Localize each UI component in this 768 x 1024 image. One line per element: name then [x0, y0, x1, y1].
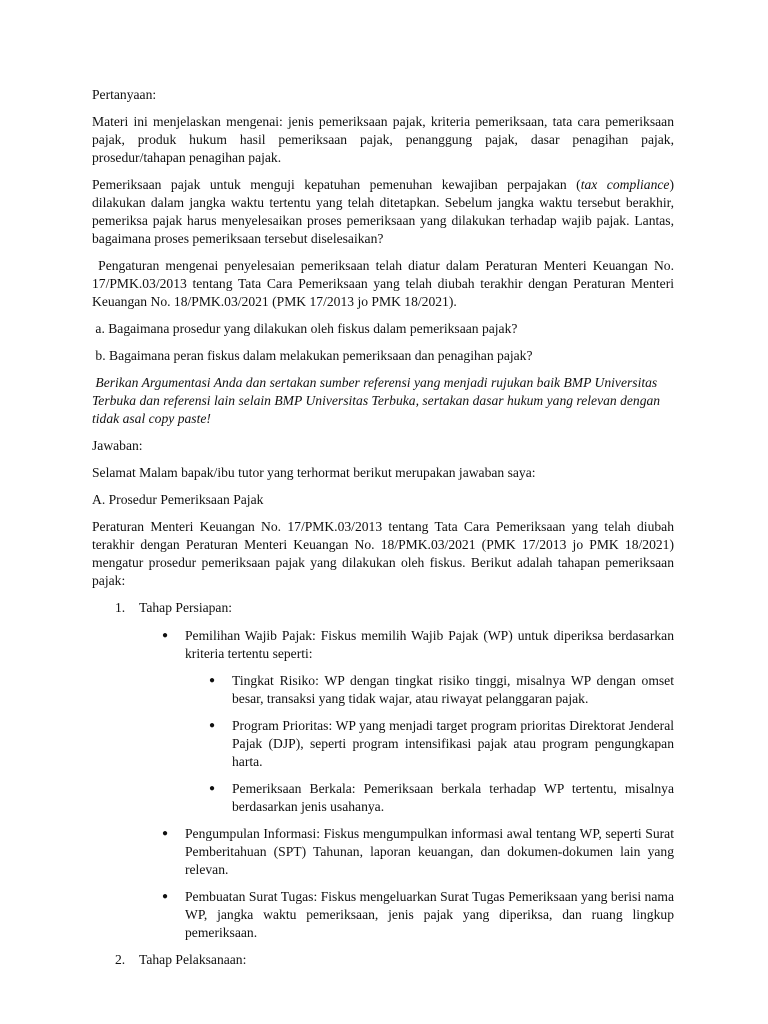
- section-a-heading: A. Prosedur Pemeriksaan Pajak: [92, 492, 264, 507]
- step-2-title: Tahap Pelaksanaan:: [139, 952, 247, 967]
- question-b: b. Bagaimana peran fiskus dalam melakukan pemeriksaan dan penagihan pajak?: [92, 348, 533, 363]
- bullet-text-assignment-letter: Pembuatan Surat Tugas: Fiskus mengeluarkan Surat Tugas Pemeriksaan yang berisi nama WP, jangka waktu pemeriksaan, jenis pajak yang diperiksa, dan ruang lingkup pemeriksaan.: [185, 889, 674, 940]
- list-item: [92, 888, 674, 942]
- bullet-icon: ●: [209, 720, 216, 731]
- step-1: [92, 599, 674, 617]
- question-a: a. Bagaimana prosedur yang dilakukan oleh fiskus dalam pemeriksaan pajak?: [92, 321, 518, 336]
- regulation-paragraph: Pengaturan mengenai penyelesaian pemeriksaan telah diatur dalam Peraturan Menteri Keuangan No. 17/PMK.03/2013 tentang Tata Cara Pemeriksaan yang telah diubah terakhir dengan Peraturan Menteri Keuangan No. 18/PMK.03/2021 (PMK 17/2013 jo PMK 18/2021).: [92, 258, 678, 309]
- bullet-icon: ●: [162, 828, 169, 839]
- step-1-bullets: [92, 627, 674, 942]
- answer-label: Jawaban:: [92, 438, 143, 453]
- bullet-text-information-gathering: Pengumpulan Informasi: Fiskus mengumpulkan informasi awal tentang WP, seperti Surat Pemberitahuan (SPT) Tahunan, laporan keuangan, dan dokumen-dokumen lain yang relevan.: [185, 826, 674, 877]
- list-item: [92, 825, 674, 879]
- bullet-icon: ●: [162, 630, 169, 641]
- selection-criteria-list: [92, 672, 674, 816]
- compliance-text-end: ) dilakukan dalam jangka waktu tertentu yang telah ditetapkan. Sebelum jangka waktu tersebut berakhir, pemeriksa pajak harus menyelesaikan proses pemeriksaan yang dilakukan terhadap wajib pajak. Lantas, bagaimana proses pemeriksaan tersebut diselesaikan?: [92, 177, 674, 246]
- bullet-text-periodic-audit: Pemeriksaan Berkala: Pemeriksaan berkala terhadap WP tertentu, misalnya berdasarkan jenis usahanya.: [232, 781, 674, 814]
- step-2-number: 2.: [115, 952, 126, 967]
- greeting-paragraph: Selamat Malam bapak/ibu tutor yang terhormat berikut merupakan jawaban saya:: [92, 465, 536, 480]
- instruction-paragraph: Berikan Argumentasi Anda dan sertakan sumber referensi yang menjadi rujukan baik BMP Universitas Terbuka dan referensi lain selain BMP Universitas Terbuka, sertakan dasar hukum yang relevan dengan tidak asal copy paste!: [92, 375, 664, 426]
- list-item: [92, 627, 674, 816]
- compliance-term: tax compliance: [580, 177, 670, 192]
- list-item: [92, 717, 674, 771]
- step-1-title: Tahap Persiapan:: [139, 600, 233, 615]
- intro-paragraph: Materi ini menjelaskan mengenai: jenis pemeriksaan pajak, kriteria pemeriksaan, tata cara pemeriksaan pajak, produk hukum hasil pemeriksaan pajak, penanggung pajak, dasar penagihan pajak, prosedur/tahapan penagihan pajak.: [92, 114, 674, 165]
- bullet-icon: ●: [162, 891, 169, 902]
- step-2: [92, 951, 674, 969]
- question-label: Pertanyaan:: [92, 87, 157, 102]
- bullet-text-taxpayer-selection: Pemilihan Wajib Pajak: Fiskus memilih Wajib Pajak (WP) untuk diperiksa berdasarkan kriteria tertentu seperti:: [185, 628, 674, 661]
- bullet-text-priority-program: Program Prioritas: WP yang menjadi target program prioritas Direktorat Jenderal Pajak (DJP), seperti program intensifikasi pajak atau program pengungkapan harta.: [232, 718, 674, 769]
- list-item: [92, 780, 674, 816]
- step-1-number: 1.: [115, 600, 126, 615]
- bullet-text-risk-level: Tingkat Risiko: WP dengan tingkat risiko tinggi, misalnya WP dengan omset besar, transaksi yang tidak wajar, atau riwayat pelanggaran pajak.: [232, 673, 674, 706]
- document-body: [92, 86, 678, 979]
- bullet-icon: ●: [209, 675, 216, 686]
- compliance-text-start: Pemeriksaan pajak untuk menguji kepatuhan pemenuhan kewajiban perpajakan (: [92, 177, 581, 192]
- list-item: [92, 672, 674, 708]
- section-a-body: Peraturan Menteri Keuangan No. 17/PMK.03/2013 tentang Tata Cara Pemeriksaan yang telah diubah terakhir dengan Peraturan Menteri Keuangan No. 18/PMK.03/2021 (PMK 17/2013 jo PMK 18/2021) mengatur prosedur pemeriksaan pajak yang dilakukan oleh fiskus. Berikut adalah tahapan pemeriksaan pajak:: [92, 519, 674, 588]
- bullet-icon: ●: [209, 783, 216, 794]
- compliance-paragraph: [92, 176, 674, 248]
